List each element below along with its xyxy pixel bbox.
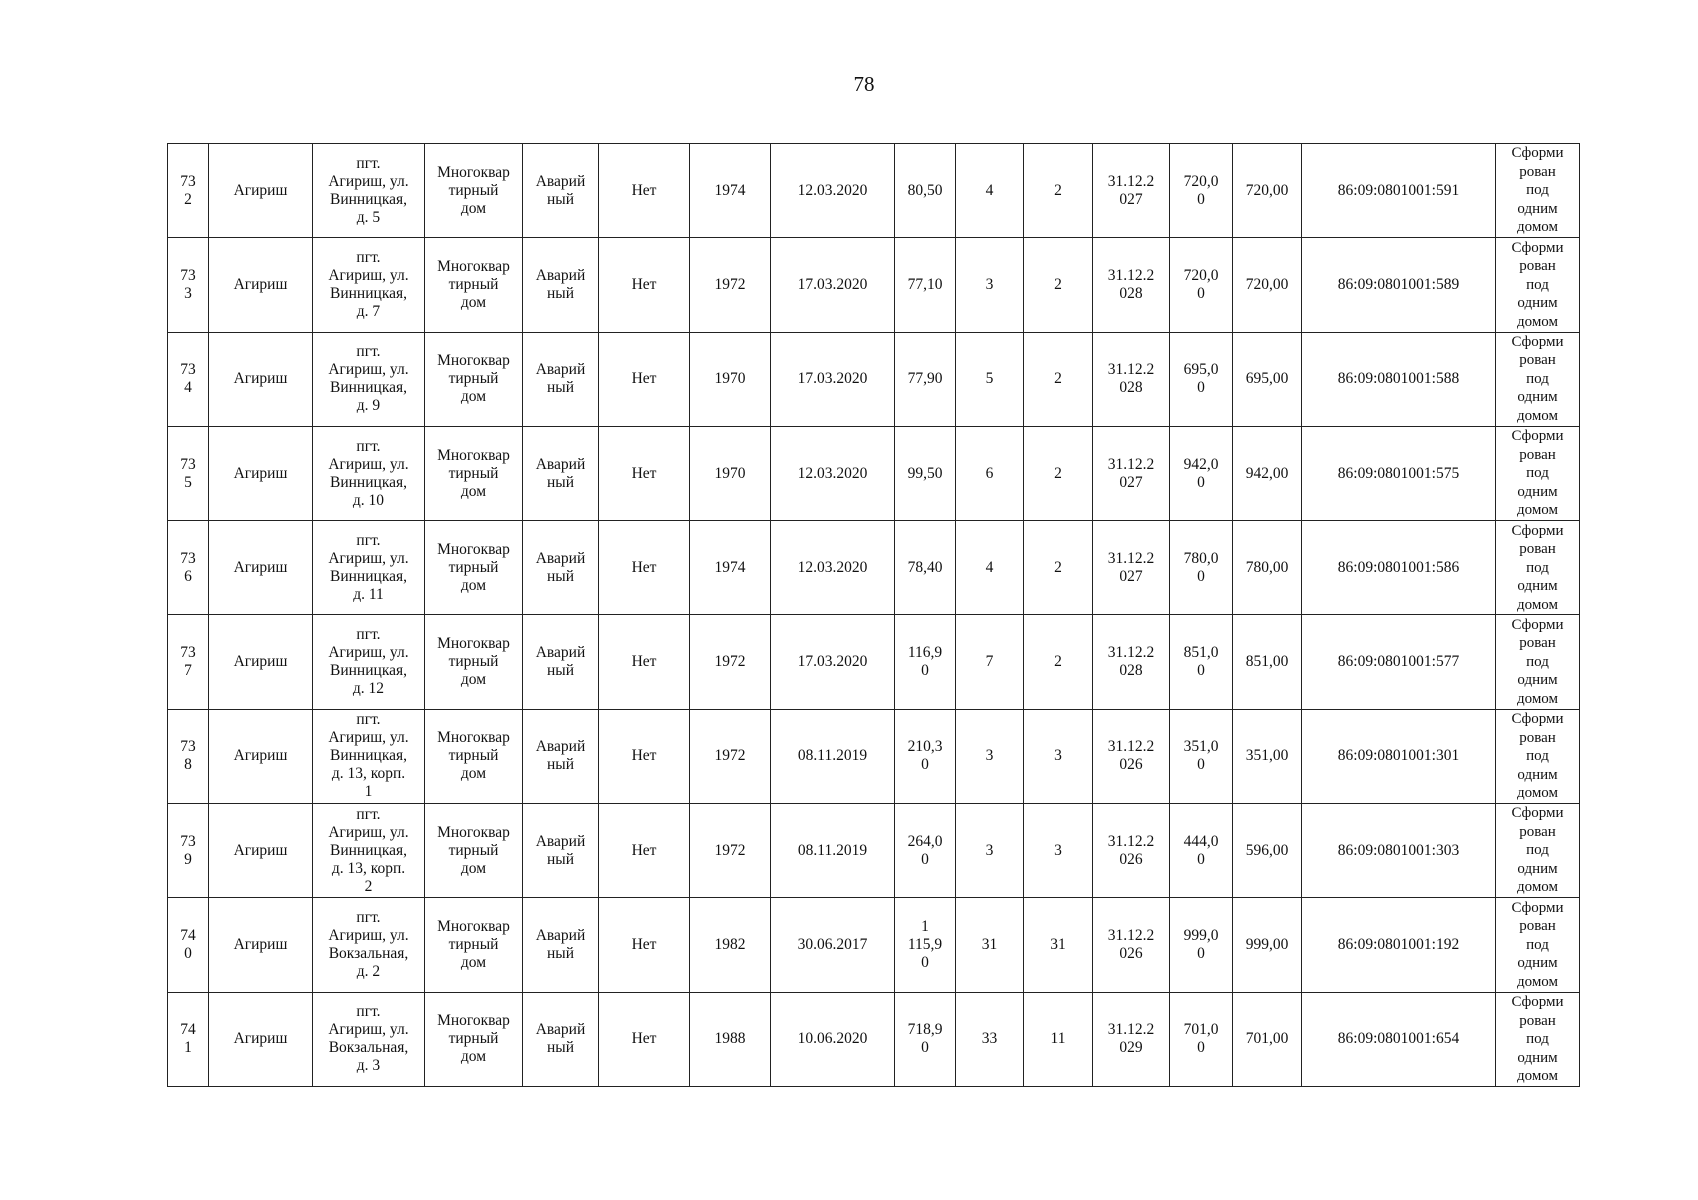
table-row (168, 332, 1580, 426)
cell-recognition-date: 17.03.2020 (771, 615, 895, 709)
cell-flag: Нет (599, 709, 690, 803)
cell-settlement: Агириш (209, 898, 313, 992)
cell-recognition-date: 12.03.2020 (771, 144, 895, 238)
cell-address: пгт. Агириш, ул. Винницкая, д. 13, корп. 2 (313, 804, 425, 898)
cell-row-number: 73 5 (168, 426, 209, 520)
cell-address: пгт. Агириш, ул. Винницкая, д. 9 (313, 332, 425, 426)
cell-count-1: 4 (956, 144, 1024, 238)
cell-count-2: 2 (1024, 521, 1093, 615)
cell-deadline: 31.12.2 026 (1093, 709, 1170, 803)
cell-count-2: 2 (1024, 615, 1093, 709)
cell-land-note: Сформи рован под одним домом (1496, 709, 1580, 803)
cell-address: пгт. Агириш, ул. Винницкая, д. 13, корп. 1 (313, 709, 425, 803)
cell-land-note: Сформи рован под одним домом (1496, 238, 1580, 332)
cell-address: пгт. Агириш, ул. Вокзальная, д. 3 (313, 992, 425, 1086)
page-number: 78 (853, 72, 875, 96)
cell-row-number: 73 4 (168, 332, 209, 426)
cell-condition: Аварий ный (523, 521, 599, 615)
cell-row-number: 73 7 (168, 615, 209, 709)
cell-area: 80,50 (895, 144, 956, 238)
cell-count-1: 33 (956, 992, 1024, 1086)
cell-building-type: Многоквар тирный дом (425, 992, 523, 1086)
cell-cadastral-number: 86:09:0801001:192 (1302, 898, 1496, 992)
cell-settlement: Агириш (209, 144, 313, 238)
cell-value-1: 780,0 0 (1170, 521, 1233, 615)
cell-area: 210,3 0 (895, 709, 956, 803)
cell-building-type: Многоквар тирный дом (425, 426, 523, 520)
cell-flag: Нет (599, 804, 690, 898)
cell-building-type: Многоквар тирный дом (425, 898, 523, 992)
cell-deadline: 31.12.2 026 (1093, 804, 1170, 898)
cell-count-1: 5 (956, 332, 1024, 426)
cell-deadline: 31.12.2 027 (1093, 426, 1170, 520)
cell-count-1: 31 (956, 898, 1024, 992)
table-row (168, 521, 1580, 615)
cell-building-type: Многоквар тирный дом (425, 804, 523, 898)
cell-recognition-date: 30.06.2017 (771, 898, 895, 992)
cell-address: пгт. Агириш, ул. Винницкая, д. 11 (313, 521, 425, 615)
cell-value-2: 720,00 (1233, 144, 1302, 238)
cell-building-type: Многоквар тирный дом (425, 615, 523, 709)
cell-row-number: 74 0 (168, 898, 209, 992)
cell-cadastral-number: 86:09:0801001:588 (1302, 332, 1496, 426)
cell-value-1: 999,0 0 (1170, 898, 1233, 992)
cell-row-number: 74 1 (168, 992, 209, 1086)
cell-count-1: 6 (956, 426, 1024, 520)
cell-construction-year: 1970 (690, 332, 771, 426)
cell-flag: Нет (599, 238, 690, 332)
cell-value-2: 780,00 (1233, 521, 1302, 615)
cell-condition: Аварий ный (523, 426, 599, 520)
cell-recognition-date: 08.11.2019 (771, 709, 895, 803)
cell-deadline: 31.12.2 028 (1093, 238, 1170, 332)
cell-condition: Аварий ный (523, 144, 599, 238)
cell-flag: Нет (599, 992, 690, 1086)
cell-count-2: 2 (1024, 426, 1093, 520)
cell-building-type: Многоквар тирный дом (425, 709, 523, 803)
cell-flag: Нет (599, 898, 690, 992)
cell-building-type: Многоквар тирный дом (425, 521, 523, 615)
cell-building-type: Многоквар тирный дом (425, 144, 523, 238)
cell-land-note: Сформи рован под одним домом (1496, 332, 1580, 426)
cell-address: пгт. Агириш, ул. Винницкая, д. 5 (313, 144, 425, 238)
cell-count-2: 3 (1024, 709, 1093, 803)
table-row (168, 426, 1580, 520)
cell-count-1: 3 (956, 709, 1024, 803)
cell-recognition-date: 12.03.2020 (771, 521, 895, 615)
cell-land-note: Сформи рован под одним домом (1496, 615, 1580, 709)
cell-count-1: 3 (956, 804, 1024, 898)
cell-condition: Аварий ный (523, 615, 599, 709)
cell-settlement: Агириш (209, 332, 313, 426)
cell-value-2: 999,00 (1233, 898, 1302, 992)
cell-area: 77,10 (895, 238, 956, 332)
cell-flag: Нет (599, 521, 690, 615)
housing-registry-table (167, 143, 1580, 1087)
cell-value-1: 942,0 0 (1170, 426, 1233, 520)
cell-settlement: Агириш (209, 992, 313, 1086)
cell-construction-year: 1974 (690, 144, 771, 238)
cell-construction-year: 1982 (690, 898, 771, 992)
cell-row-number: 73 8 (168, 709, 209, 803)
cell-construction-year: 1972 (690, 804, 771, 898)
cell-value-2: 695,00 (1233, 332, 1302, 426)
cell-land-note: Сформи рован под одним домом (1496, 898, 1580, 992)
cell-condition: Аварий ный (523, 992, 599, 1086)
cell-area: 78,40 (895, 521, 956, 615)
cell-construction-year: 1972 (690, 238, 771, 332)
cell-area: 264,0 0 (895, 804, 956, 898)
table-body (168, 144, 1580, 1087)
cell-count-2: 2 (1024, 238, 1093, 332)
cell-cadastral-number: 86:09:0801001:577 (1302, 615, 1496, 709)
cell-deadline: 31.12.2 029 (1093, 992, 1170, 1086)
cell-value-2: 851,00 (1233, 615, 1302, 709)
cell-recognition-date: 08.11.2019 (771, 804, 895, 898)
cell-value-2: 942,00 (1233, 426, 1302, 520)
table-row (168, 804, 1580, 898)
cell-cadastral-number: 86:09:0801001:589 (1302, 238, 1496, 332)
table-row (168, 144, 1580, 238)
cell-land-note: Сформи рован под одним домом (1496, 521, 1580, 615)
cell-construction-year: 1974 (690, 521, 771, 615)
cell-flag: Нет (599, 144, 690, 238)
cell-area: 718,9 0 (895, 992, 956, 1086)
cell-count-2: 3 (1024, 804, 1093, 898)
cell-value-1: 720,0 0 (1170, 238, 1233, 332)
cell-condition: Аварий ный (523, 898, 599, 992)
cell-cadastral-number: 86:09:0801001:654 (1302, 992, 1496, 1086)
cell-flag: Нет (599, 332, 690, 426)
table-row (168, 992, 1580, 1086)
cell-area: 1 115,9 0 (895, 898, 956, 992)
cell-settlement: Агириш (209, 238, 313, 332)
cell-count-1: 3 (956, 238, 1024, 332)
cell-row-number: 73 9 (168, 804, 209, 898)
cell-area: 77,90 (895, 332, 956, 426)
table-row (168, 709, 1580, 803)
cell-cadastral-number: 86:09:0801001:301 (1302, 709, 1496, 803)
cell-building-type: Многоквар тирный дом (425, 238, 523, 332)
cell-value-1: 695,0 0 (1170, 332, 1233, 426)
cell-land-note: Сформи рован под одним домом (1496, 992, 1580, 1086)
table-row (168, 238, 1580, 332)
cell-address: пгт. Агириш, ул. Винницкая, д. 7 (313, 238, 425, 332)
cell-settlement: Агириш (209, 521, 313, 615)
cell-count-2: 2 (1024, 144, 1093, 238)
cell-deadline: 31.12.2 028 (1093, 615, 1170, 709)
cell-recognition-date: 17.03.2020 (771, 238, 895, 332)
cell-condition: Аварий ный (523, 709, 599, 803)
cell-area: 116,9 0 (895, 615, 956, 709)
cell-settlement: Агириш (209, 709, 313, 803)
cell-address: пгт. Агириш, ул. Винницкая, д. 10 (313, 426, 425, 520)
cell-area: 99,50 (895, 426, 956, 520)
cell-recognition-date: 10.06.2020 (771, 992, 895, 1086)
cell-address: пгт. Агириш, ул. Вокзальная, д. 2 (313, 898, 425, 992)
cell-construction-year: 1988 (690, 992, 771, 1086)
cell-count-1: 7 (956, 615, 1024, 709)
cell-settlement: Агириш (209, 804, 313, 898)
cell-recognition-date: 17.03.2020 (771, 332, 895, 426)
cell-cadastral-number: 86:09:0801001:575 (1302, 426, 1496, 520)
cell-condition: Аварий ный (523, 804, 599, 898)
cell-settlement: Агириш (209, 426, 313, 520)
cell-condition: Аварий ный (523, 238, 599, 332)
cell-deadline: 31.12.2 027 (1093, 521, 1170, 615)
cell-deadline: 31.12.2 028 (1093, 332, 1170, 426)
cell-address: пгт. Агириш, ул. Винницкая, д. 12 (313, 615, 425, 709)
cell-row-number: 73 3 (168, 238, 209, 332)
cell-condition: Аварий ный (523, 332, 599, 426)
cell-land-note: Сформи рован под одним домом (1496, 804, 1580, 898)
cell-value-1: 701,0 0 (1170, 992, 1233, 1086)
cell-value-1: 851,0 0 (1170, 615, 1233, 709)
cell-cadastral-number: 86:09:0801001:586 (1302, 521, 1496, 615)
cell-construction-year: 1970 (690, 426, 771, 520)
cell-value-2: 701,00 (1233, 992, 1302, 1086)
cell-building-type: Многоквар тирный дом (425, 332, 523, 426)
cell-count-2: 11 (1024, 992, 1093, 1086)
cell-value-1: 351,0 0 (1170, 709, 1233, 803)
cell-land-note: Сформи рован под одним домом (1496, 144, 1580, 238)
cell-recognition-date: 12.03.2020 (771, 426, 895, 520)
cell-cadastral-number: 86:09:0801001:303 (1302, 804, 1496, 898)
cell-settlement: Агириш (209, 615, 313, 709)
cell-construction-year: 1972 (690, 615, 771, 709)
cell-deadline: 31.12.2 027 (1093, 144, 1170, 238)
cell-value-2: 720,00 (1233, 238, 1302, 332)
cell-count-2: 2 (1024, 332, 1093, 426)
cell-count-1: 4 (956, 521, 1024, 615)
cell-value-1: 444,0 0 (1170, 804, 1233, 898)
cell-flag: Нет (599, 615, 690, 709)
cell-deadline: 31.12.2 026 (1093, 898, 1170, 992)
cell-flag: Нет (599, 426, 690, 520)
table-row (168, 898, 1580, 992)
cell-value-1: 720,0 0 (1170, 144, 1233, 238)
cell-land-note: Сформи рован под одним домом (1496, 426, 1580, 520)
cell-row-number: 73 2 (168, 144, 209, 238)
cell-row-number: 73 6 (168, 521, 209, 615)
cell-cadastral-number: 86:09:0801001:591 (1302, 144, 1496, 238)
cell-count-2: 31 (1024, 898, 1093, 992)
table-row (168, 615, 1580, 709)
cell-value-2: 351,00 (1233, 709, 1302, 803)
cell-value-2: 596,00 (1233, 804, 1302, 898)
cell-construction-year: 1972 (690, 709, 771, 803)
